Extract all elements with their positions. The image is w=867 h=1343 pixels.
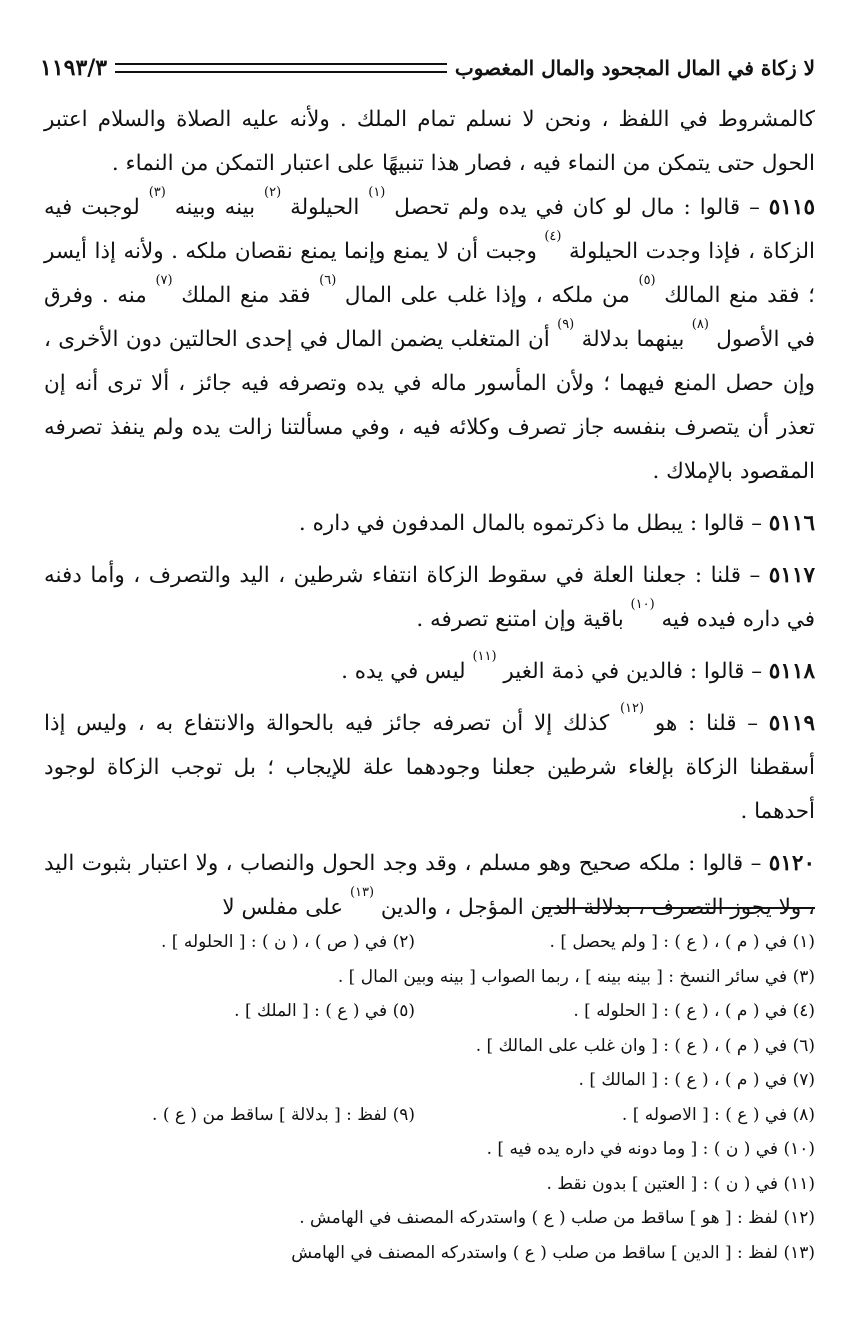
- footnote-ref: (٨): [691, 317, 709, 332]
- footnote-6: (٦) في ( م ) ، ( ع ) : [ وان غلب على المالك ] .: [475, 1035, 815, 1056]
- footnote-ref: (٧): [155, 273, 173, 288]
- paragraph-number: ٥١١٥: [768, 195, 815, 220]
- footnote-ref: (١٢): [619, 701, 645, 716]
- footnote-12: (١٢) لفظ : [ هو ] ساقط من صلب ( ع ) واستدركه المصنف في الهامش .: [299, 1208, 815, 1228]
- footnote-row: [44, 1236, 815, 1271]
- header-title: لا زكاة في المال المجحود والمال المغصوب: [454, 56, 815, 80]
- footnote-13: (١٣) لفظ : [ الدين ] ساقط من صلب ( ع ) واستدركه المصنف في الهامش: [291, 1242, 815, 1263]
- footnotes: [44, 925, 815, 1270]
- footnote-row: [44, 1063, 815, 1098]
- paragraph-number: ٥١٢٠: [768, 851, 815, 876]
- footnote-ref: (١): [368, 185, 386, 200]
- footnote-ref: (٩): [557, 317, 575, 332]
- footnote-11: (١١) في ( ن ) : [ العتين ] بدون نقط .: [546, 1173, 815, 1194]
- footnote-2: (٢) في ( ص ) ، ( ن ) : [ الحلوله ] .: [161, 932, 415, 952]
- footnote-ref: (٥): [638, 273, 656, 288]
- footnote-ref: (٣): [148, 185, 166, 200]
- paragraph-5120: ٥١٢٠ – قالوا : ملكه صحيح وهو مسلم ، وقد وجد الحول والنصاب ، ولا اعتبار بثبوت اليد ، ولا يجوز التصرف ، بدلالة الدين المؤجل ، والدين $^{(١٣)}$ على مفلس لا: [44, 851, 815, 920]
- footnote-7: (٧) في ( م ) ، ( ع ) : [ المالك ] .: [578, 1070, 815, 1090]
- paragraph-number: ٥١١٨: [768, 659, 815, 684]
- footnote-ref: (٢): [264, 185, 282, 200]
- footnote-8: (٨) في ( ع ) : [ الاصوله ] .: [621, 1104, 815, 1125]
- paragraph-intro: كالمشروط في اللفظ ، ونحن لا نسلم تمام الملك . ولأنه عليه الصلاة والسلام اعتبر الحول حتى يتمكن من النماء فيه ، فصار هذا تنبيهًا على اعتبار التمكن من النماء .: [44, 107, 815, 176]
- paragraph-5119: ٥١١٩ – قلنا : هو $^{(١٢)}$ كذلك إلا أن تصرفه جائز فيه بالحوالة والانتفاع به ، وليس إذا أسقطنا الزكاة بإلغاء شرطين جعلنا وجودهما علة للإيجاب ؛ بل توجب الزكاة لوجود أحدهما .: [44, 701, 815, 824]
- paragraph-number: ٥١١٧: [768, 563, 815, 588]
- footnote-3: (٣) في سائر النسخ : [ بينه بينه ] ، ربما الصواب [ بينه وبين المال ] .: [337, 966, 815, 987]
- footnote-ref: (١٣): [349, 885, 375, 900]
- footnote-4: (٤) في ( م ) ، ( ع ) : [ الحلوله ] .: [573, 1001, 815, 1021]
- footnote-ref: (٤): [544, 229, 562, 244]
- footnote-ref: (١٠): [630, 597, 655, 612]
- footnote-row: [44, 994, 815, 1029]
- footnote-row: [44, 1098, 815, 1133]
- paragraph-number: ٥١١٦: [768, 511, 815, 536]
- paragraph-5116: ٥١١٦ – قالوا : يبطل ما ذكرتموه بالمال المدفون في داره .: [298, 511, 815, 536]
- footnote-10: (١٠) في ( ن ) : [ وما دونه في داره يده فيه ] .: [486, 1139, 815, 1159]
- footnote-row: [44, 1029, 815, 1064]
- footnote-5: (٥) في ( ع ) : [ الملك ] .: [234, 1001, 415, 1021]
- header-rule: [115, 63, 447, 73]
- paragraph-number: ٥١١٩: [768, 711, 815, 736]
- footnote-row: [44, 960, 815, 995]
- main-text: [44, 98, 815, 930]
- footnote-1: (١) في ( م ) ، ( ع ) : [ ولم يحصل ] .: [549, 932, 815, 952]
- footnote-row: [44, 1201, 815, 1236]
- paragraph-5115: ٥١١٥ – قالوا : مال لو كان في يده ولم تحصل $^{(١)}$ الحيلولة $^{(٢)}$ بينه وبينه $^{(٣)}$ لوجبت فيه الزكاة ، فإذا وجدت الحيلولة $^{(٤)}$ وجبت أن لا يمنع وإنما يمنع نقصان ملكه . ولأنه إذا أيسر ؛ فقد منع المالك $^{(٥)}$ من ملكه ، وإذا غلب على المال $^{(٦)}$ فقد منع الملك $^{(٧)}$ منه . وفرق في الأصول $^{(٨)}$ بينهما بدلالة $^{(٩)}$ أن المتغلب يضمن المال في إحدى الحالتين دون الأخرى ، وإن حصل المنع فيهما ؛ ولأن المأسور ماله في يده وتصرفه فيه جائز ، ألا ترى أنه إن تعذر أن يتصرف بنفسه جاز تصرف وكلائه فيه ، وفي مسألتنا زالت يده ولم ينفذ تصرفه المقصود بالإملاك .: [44, 185, 816, 484]
- footnote-row: [44, 1167, 815, 1202]
- footnote-ref: (١١): [472, 649, 497, 664]
- footnote-row: [44, 925, 815, 960]
- paragraph-5117: ٥١١٧ – قلنا : جعلنا العلة في سقوط الزكاة انتفاء شرطين ، اليد والتصرف ، وأما دفنه في داره فيده فيه $^{(١٠)}$ باقية وإن امتنع تصرفه .: [44, 563, 815, 632]
- footnote-9: (٩) لفظ : [ بدلالة ] ساقط من ( ع ) .: [152, 1104, 415, 1125]
- footnote-separator: [543, 907, 815, 909]
- footnote-ref: (٦): [319, 273, 337, 288]
- running-header: [40, 48, 815, 88]
- page-number: ١١٩٣/٣: [40, 55, 108, 81]
- footnote-row: [44, 1132, 815, 1167]
- paragraph-5118: ٥١١٨ – قالوا : فالدين في ذمة الغير $^{(١١)}$ ليس في يده .: [341, 649, 815, 684]
